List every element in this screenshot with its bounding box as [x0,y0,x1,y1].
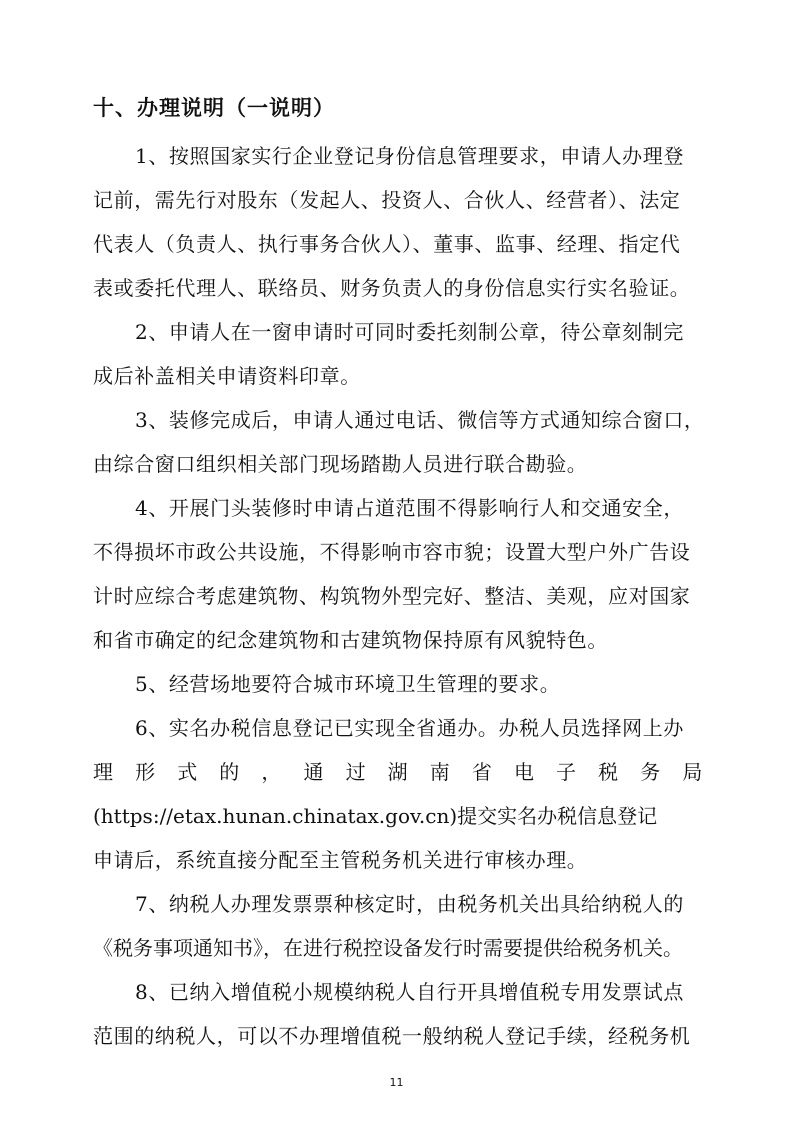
paragraph-line-spread [93,758,703,786]
paragraph-line: 记前，需先行对股东（发起人、投资人、合伙人、经营者）、法定 [93,188,681,212]
spread-char: 省 [471,760,493,784]
spread-char: 形 [135,760,156,784]
paragraph-line: 1、按照国家实行企业登记身份信息管理要求，申请人办理登 [135,144,684,168]
paragraph-line: 由综合窗口组织相关部门现场踏勘人员进行联合勘验。 [93,452,588,476]
paragraph-line: 范围的纳税人，可以不办理增值税一般纳税人登记手续，经税务机 [93,1024,691,1048]
spread-char: 税 [598,760,619,784]
spread-char: 的 [219,760,240,784]
paragraph-line: 2、申请人在一窗申请时可同时委托刻制公章，待公章刻制完 [135,320,684,344]
spread-char: 理 [93,760,114,784]
spread-char: 局 [682,760,703,784]
page-number: 11 [389,1076,404,1089]
paragraph-line: 6、实名办税信息登记已实现全省通办。办税人员选择网上办 [135,716,684,740]
spread-char: 过 [345,760,367,784]
spread-char: 湖 [387,760,409,784]
paragraph-line: 代表人（负责人、执行事务合伙人）、董事、监事、经理、指定代 [93,232,681,256]
spread-char: 通 [303,760,325,784]
section-heading: 十、办理说明（一说明） [93,96,335,120]
spread-char: 式 [177,760,198,784]
paragraph-line: 申请后，系统直接分配至主管税务机关进行审核办理。 [93,848,588,872]
paragraph-line: 3、装修完成后，申请人通过电话、微信等方式通知综合窗口， [135,408,705,432]
spread-char: 南 [429,760,451,784]
paragraph-line: 表或委托代理人、联络员、财务负责人的身份信息实行实名验证。 [93,276,691,300]
paragraph-line: 7、纳税人办理发票票种核定时，由税务机关出具给纳税人的 [135,892,684,916]
paragraph-line: 《税务事项通知书》，在进行税控设备发行时需要提供给税务机关。 [93,936,683,960]
paragraph-line: 和省市确定的纪念建筑物和古建筑物保持原有风貌特色。 [93,628,608,652]
paragraph-line: 4、开展门头装修时申请占道范围不得影响行人和交通安全， [135,496,684,520]
paragraph-line: 成后补盖相关申请资料印章。 [93,364,361,388]
spread-char: 子 [556,760,577,784]
paragraph-line: 计时应综合考虑建筑物、构筑物外型完好、整洁、美观，应对国家 [93,584,691,608]
paragraph-line: 8、已纳入增值税小规模纳税人自行开具增值税专用发票试点 [135,980,684,1004]
spread-char: ， [261,760,282,784]
url-line: (https://etax.hunan.chinatax.gov.cn)提交实名办税信息登记 [93,804,658,828]
paragraph-line: 不得损坏市政公共设施，不得影响市容市貌；设置大型户外广告设 [93,540,691,564]
paragraph-line: 5、经营场地要符合城市环境卫生管理的要求。 [135,672,561,696]
spread-char: 务 [640,760,661,784]
spread-char: 电 [513,760,535,784]
